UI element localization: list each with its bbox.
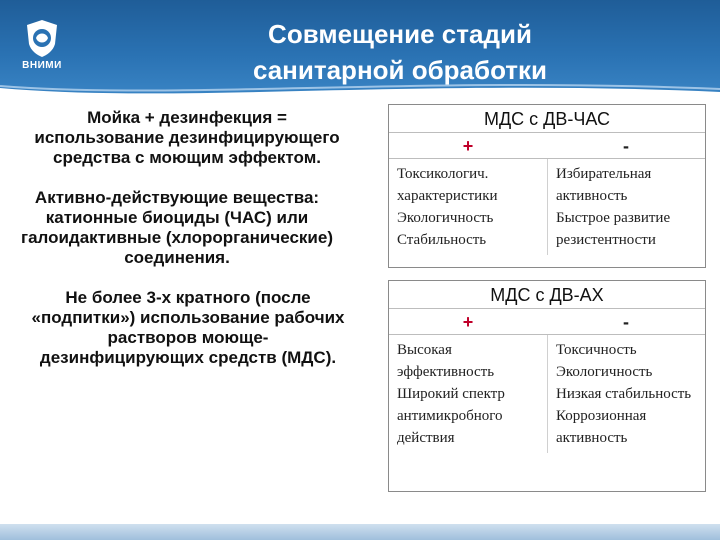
table-chlorine [388,280,706,492]
list-item: Экологичность [397,210,494,226]
logo [22,18,62,82]
table-chlorine-body [389,335,705,453]
paragraph-reuse-limit: Не более 3-х кратного (после «подпитки») использование рабочих растворов моюще-дезинфицирующих средств (МДС). [31,288,345,367]
title-line-1: Совмещение стадий [268,19,532,49]
list-item: Токсикологич. характеристики [397,166,498,204]
table-quat-signs [389,133,705,159]
table-chlorine-cons [547,335,705,453]
list-item: Быстрое развитие резистентности [556,210,671,248]
paragraph-wash-disinfection: Мойка + дезинфекция = использование дезинфицирующего средства с моющим эффектом. [34,108,340,167]
plus-header: + [462,312,474,332]
list-item: Широкий спектр антимикробного действия [397,386,505,446]
footer-bar [0,524,720,540]
table-quat-body [389,159,705,255]
page-title [160,16,640,88]
title-line-2: санитарной обработки [252,55,548,85]
list-item: Избирательная активность [556,166,652,204]
list-item: Стабильность [397,232,487,248]
table-quat [388,104,706,268]
list-item: Низкая стабильность [556,386,692,402]
list-item: Токсичность [556,342,637,358]
table-chlorine-pros [389,335,547,453]
shield-logo-icon [25,18,59,58]
paragraph-active-substances: Активно-действующие вещества: катионные биоциды (ЧАС) или галоидактивные (хлорорганические) соединения. [20,188,333,267]
list-item: Коррозионная активность [556,408,647,446]
table-quat-pros [389,159,547,255]
list-item: Высокая эффективность [397,342,495,380]
minus-header: - [623,136,629,156]
logo-text: ВНИМИ [22,60,62,71]
minus-header: - [623,312,629,332]
table-chlorine-title: МДС с ДВ-АХ [389,281,705,309]
left-text-column [4,108,354,388]
table-quat-title: МДС с ДВ-ЧАС [389,105,705,133]
table-chlorine-signs [389,309,705,335]
plus-header: + [462,136,474,156]
list-item: Экологичность [556,364,653,380]
table-quat-cons [547,159,705,255]
